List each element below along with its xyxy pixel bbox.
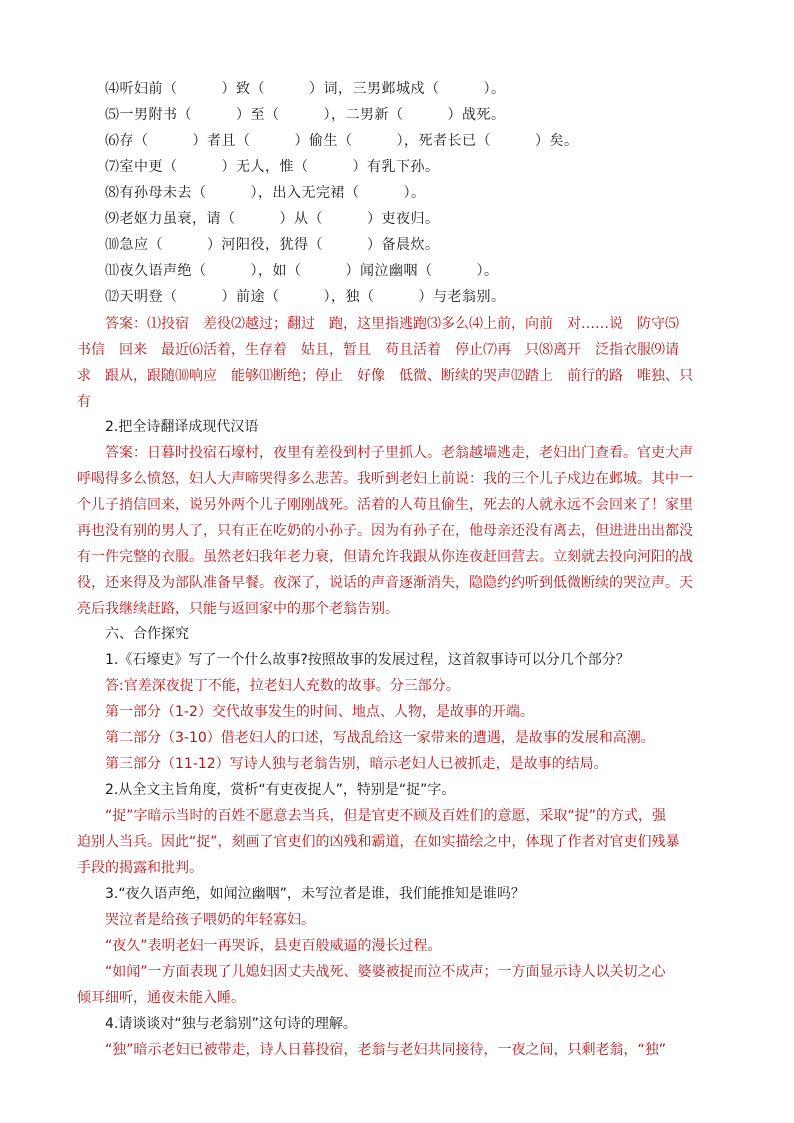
item-text: ），出入无完裙（ [250,185,360,201]
item-text: ），二男新（ [323,107,404,123]
fill-in-item [105,286,506,308]
item-text: ）词，三男邺城戍（ [309,81,440,97]
translation-line: 亮后我继续赶路，只能与返回家中的那个老翁告别。 [77,601,399,617]
item-text: ）偷生（ [294,133,353,149]
item-text: ）者且（ [192,133,251,149]
translation-line: 有一件完整的衣服。虽然老妇我年老力衰，但请允许我跟从你连夜赶回营去。立刻就去投向河阳的战 [77,549,693,565]
item-text: ），如（ [250,263,302,279]
item-text: ）。 [483,81,506,97]
item-text: 急应（ [119,237,163,253]
fill-in-item [105,234,440,256]
fill-in-item [105,182,426,204]
answer-line: 书信 回来 最近⑹活着，生存着 姑且，暂且 苟且活着 停止⑺再 只⑻离开 泛指衣服⑼请 [77,342,679,358]
item-text: ），死者长已（ [396,133,491,149]
section-heading: 六、合作探究 [105,626,189,642]
item-text: 听妇前（ [119,81,178,97]
item-number: ⑸ [105,107,120,123]
question-3: 3.“夜久语声绝，如闻泣幽咽”，未写泣者是谁，我们能推知是谁吗？ [105,886,525,902]
item-text: 老妪力虽衰，请（ [119,211,236,227]
item-number: ⑻ [105,185,120,201]
item-text: 有孙母未去（ [119,185,207,201]
answer-line: 答:官差深夜捉丁不能，拉老妇人充数的故事。分三部分。 [105,678,460,694]
item-text: 存（ [119,133,149,149]
item-number: ⑾ [105,263,120,279]
answer-line: 哭泣者是给孩子喂奶的年轻寡妇。 [105,912,315,928]
item-text: 天明登（ [119,289,178,305]
item-text: 室中更（ [119,159,178,175]
item-text: ），独（ [323,289,375,305]
fill-in-item [105,260,499,282]
question-1: 1.《石壕吏》写了一个什么故事?按照故事的发展过程，这首叙事诗可以分几个部分？ [105,652,630,668]
item-number: ⑷ [105,81,120,97]
answer-line: “夜久”表明老妇一再哭诉，县吏百般威逼的漫长过程。 [105,938,442,954]
answer-line: 答案：⑴投宿 差役⑵越过；翻过 跑，这里指逃跑⑶多么⑷上前，向前 对……说 防守⑸ [105,316,679,332]
translation-line: 个儿子捎信回来，说另外两个儿子刚刚战死。活着的人苟且偷生，死去的人就永远不会回来了！家里 [77,497,693,513]
fill-in-item [105,78,506,100]
fill-in-item [105,208,440,230]
item-text: 一男附书（ [119,107,192,123]
answer-line: “捉”字暗示当时的百姓不愿意去当兵，但是官吏不顾及百姓们的意愿，采取“捉”的方式，强 [105,808,667,824]
item-number: ⑽ [105,237,120,253]
answer-line: 倾耳细听，通夜未能入睡。 [77,990,245,1006]
translation-line: 再也没有别的男人了，只有正在吃奶的小孙子。因为有孙子在，他母亲还没有离去，但进进出出都没 [77,523,693,539]
item-text: ）战死。 [447,107,506,123]
item-text: ）致（ [221,81,265,97]
item-number: ⑺ [105,159,120,175]
answer-line: 求 跟从，跟随⑽响应 能够⑾断绝；停止 好像 低微、断续的哭声⑿踏上 前行的路 唯独、只 [77,368,693,384]
item-text: ）吏夜归。 [367,211,440,227]
item-text: ）备晨炊。 [367,237,440,253]
answer-line: “如闻”一方面表现了儿媳妇因丈夫战死、婆婆被捉而泣不成声；一方面显示诗人以关切之心 [105,964,666,980]
item-text: ）与老翁别。 [418,289,506,305]
translation-line: 答案：日暮时投宿石壕村，夜里有差役到村子里抓人。老翁越墙逃走，老妇出门查看。官吏大声 [105,445,693,461]
answer-line: 手段的揭露和批判。 [77,860,203,876]
item-text: ）。 [403,185,426,201]
item-text: 夜久语声绝（ [119,263,207,279]
item-number: ⑼ [105,211,120,227]
part-line: 第二部分（3-10）借老妇人的口述，写战乱给这一家带来的遭遇，是故事的发展和高潮。 [105,730,655,746]
answer-line: 迫别人当兵。因此“捉”，刻画了官吏们的凶残和霸道，在如实描绘之中，体现了作者对官吏们残暴 [77,834,680,850]
fill-in-item [105,104,506,126]
item-text: ）有乳下孙。 [352,159,440,175]
item-text: ）无人，惟（ [221,159,309,175]
translation-line: 役，还来得及为部队准备早餐。夜深了，说话的声音逐渐消失，隐隐约约听到低微断续的哭泣声。天 [77,575,693,591]
item-number: ⑹ [105,133,120,149]
question-2: 2.从全文主旨角度，赏析“有吏夜捉人”，特别是“捉”字。 [105,782,456,798]
question-4: 4.请谈谈对“独与老翁别”这句诗的理解。 [105,1016,357,1032]
item-text: ）。 [476,263,499,279]
answer-line: 有 [77,394,91,410]
item-text: ）河阳役，犹得（ [207,237,323,253]
fill-in-item [105,130,579,152]
answer-line: “独”暗示老妇已被带走，诗人日暮投宿，老翁与老妇共同接待，一夜之间，只剩老翁，“独” [105,1042,667,1058]
question-heading: 2.把全诗翻译成现代汉语 [105,419,259,435]
item-number: ⑿ [105,289,120,305]
part-line: 第一部分（1-2）交代故事发生的时间、地点、人物，是故事的开端。 [105,704,534,720]
item-text: ）从（ [279,211,323,227]
item-text: ）闻泣幽咽（ [345,263,433,279]
part-line: 第三部分（11-12）写诗人独与老翁告别，暗示老妇人已被抓走，是故事的结局。 [105,756,608,772]
fill-in-item [105,156,440,178]
translation-line: 呼喝得多么愤怒，妇人大声啼哭得多么悲苦。我听到老妇上前说：我的三个儿子戍边在邺城。其中一 [77,471,693,487]
item-text: ）矣。 [535,133,579,149]
item-text: ）前途（ [221,289,280,305]
item-text: ）至（ [236,107,280,123]
